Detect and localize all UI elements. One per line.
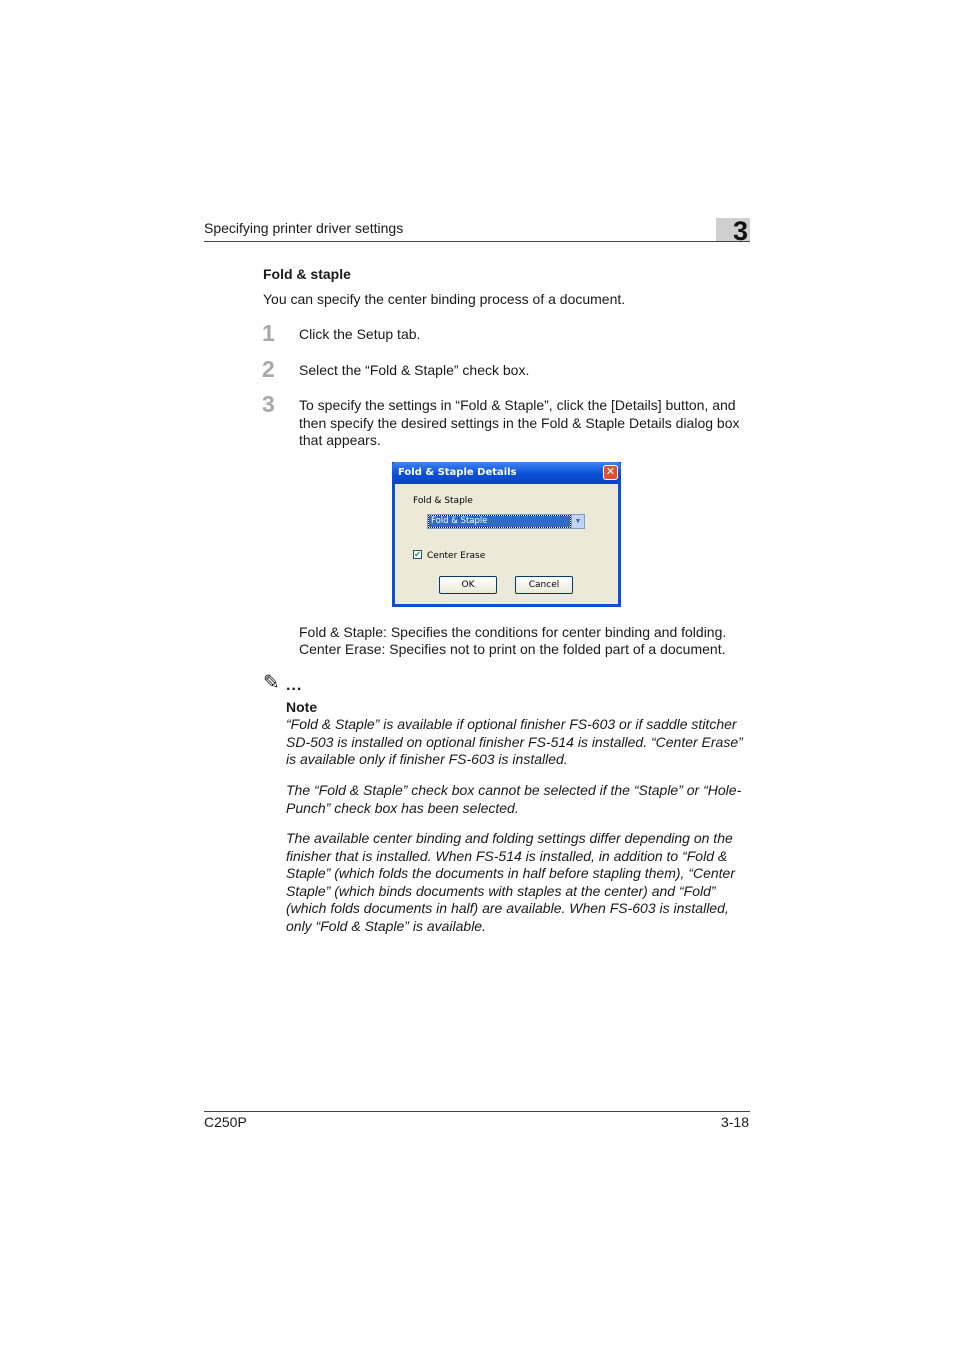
description-center-erase: Center Erase: Specifies not to print on the folded part of a document. [299, 641, 726, 657]
dialog-title: Fold & Staple Details [398, 467, 517, 478]
note-paragraph: The “Fold & Staple” check box cannot be selected if the “Staple” or “Hole-Punch” check box has been selected. [286, 782, 742, 816]
footer-model: C250P [204, 1114, 247, 1130]
header-rule [204, 241, 750, 242]
chapter-number: 3 [732, 216, 748, 246]
ok-button[interactable]: OK [439, 576, 497, 594]
note-title: Note [286, 699, 318, 715]
fold-staple-label: Fold & Staple [413, 496, 473, 506]
center-erase-label: Center Erase [427, 551, 486, 561]
step-text-2: Select the “Fold & Staple” check box. [299, 362, 530, 378]
step-text-3: To specify the settings in “Fold & Staple”, click the [Details] button, and then specify the desired settings in the Fold & Staple Details dialog box that appears. [299, 397, 740, 448]
close-icon[interactable]: ✕ [603, 465, 618, 480]
pencil-icon: ✎ [263, 672, 280, 694]
step-text-1: Click the Setup tab. [299, 326, 421, 342]
chevron-down-icon[interactable]: ▼ [571, 515, 584, 528]
chapter-tab [716, 216, 750, 246]
note-paragraph: The available center binding and folding settings differ depending on the finisher that is installed. When FS-514 is installed, in addition to “Fold & Staple” (which folds the documents in half before stapling them), “Center Staple” (which binds documents with staples at the center) and “Fold” (which folds documents in half) are available. When FS-603 is installed, only “Fold & Staple” is available. [286, 830, 736, 934]
center-erase-checkbox[interactable]: ✔ [414, 550, 421, 559]
cancel-button[interactable]: Cancel [515, 576, 573, 594]
dialog-titlebar [392, 462, 621, 484]
section-intro: You can specify the center binding process of a document. [263, 291, 626, 307]
note-dots: ... [286, 677, 303, 694]
fold-staple-select-value: Fold & Staple [429, 516, 570, 527]
footer-rule [204, 1111, 750, 1112]
step-number-2: 2 [262, 356, 275, 382]
description-fold-staple: Fold & Staple: Specifies the conditions for center binding and folding. [299, 624, 727, 640]
step-number-3: 3 [262, 391, 275, 417]
step-number-1: 1 [262, 320, 275, 346]
fold-staple-details-dialog [392, 462, 621, 607]
note-paragraph: “Fold & Staple” is available if optional finisher FS-603 or if saddle stitcher SD-503 is installed on optional finisher FS-514 is installed. “Center Erase” is available only if finisher FS-603 is installed. [286, 716, 743, 767]
running-header: Specifying printer driver settings [204, 220, 404, 236]
section-title: Fold & staple [263, 266, 351, 282]
footer-page-number: 3-18 [720, 1114, 749, 1130]
dialog-body [395, 484, 618, 604]
fold-staple-select[interactable] [427, 514, 585, 529]
